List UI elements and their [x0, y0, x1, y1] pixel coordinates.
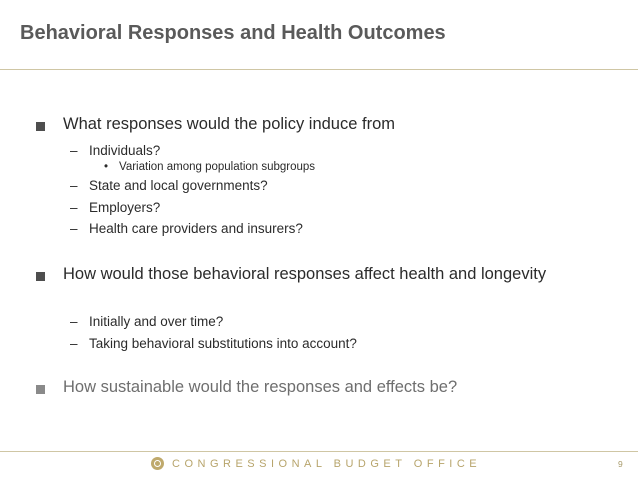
square-bullet-icon	[36, 122, 45, 131]
detail-text: Variation among population subgroups	[119, 161, 316, 173]
footer-organization: CONGRESSIONAL BUDGET OFFICE	[172, 458, 482, 470]
bullet-1	[36, 113, 596, 135]
title-divider	[0, 69, 638, 70]
bullet-2-subitem-1	[70, 314, 223, 329]
dash-icon: –	[70, 143, 78, 158]
bullet-1-subitem-1-detail	[104, 161, 315, 173]
bullet-3	[36, 376, 596, 398]
bullet-1-subitem-2	[70, 178, 268, 193]
page-number: 9	[618, 459, 623, 469]
bullet-2	[36, 263, 596, 285]
bullet-2-subitem-2	[70, 336, 357, 351]
dash-icon: –	[70, 178, 78, 193]
slide-title: Behavioral Responses and Health Outcomes	[20, 22, 446, 44]
bullet-1-subitem-1	[70, 143, 160, 158]
dot-icon: •	[104, 161, 109, 173]
bullet-1-subitem-4	[70, 221, 303, 236]
dash-icon: –	[70, 336, 78, 351]
square-bullet-icon	[36, 385, 45, 394]
square-bullet-icon	[36, 272, 45, 281]
subitem-text: Health care providers and insurers?	[89, 221, 303, 236]
dash-icon: –	[70, 200, 78, 215]
subitem-text: Initially and over time?	[89, 314, 224, 329]
bullet-1-text: What responses would the policy induce from	[63, 115, 395, 133]
subitem-text: Individuals?	[89, 143, 161, 158]
dash-icon: –	[70, 221, 78, 236]
subitem-text: State and local governments?	[89, 178, 268, 193]
bullet-3-text: How sustainable would the responses and effects be?	[63, 378, 458, 396]
bullet-1-subitem-3	[70, 200, 160, 215]
bullet-2-text: How would those behavioral responses affect health and longevity	[63, 265, 547, 283]
subitem-text: Taking behavioral substitutions into account?	[89, 336, 357, 351]
subitem-text: Employers?	[89, 200, 161, 215]
dash-icon: –	[70, 314, 78, 329]
cbo-seal-icon	[151, 457, 164, 470]
footer-divider	[0, 451, 638, 452]
